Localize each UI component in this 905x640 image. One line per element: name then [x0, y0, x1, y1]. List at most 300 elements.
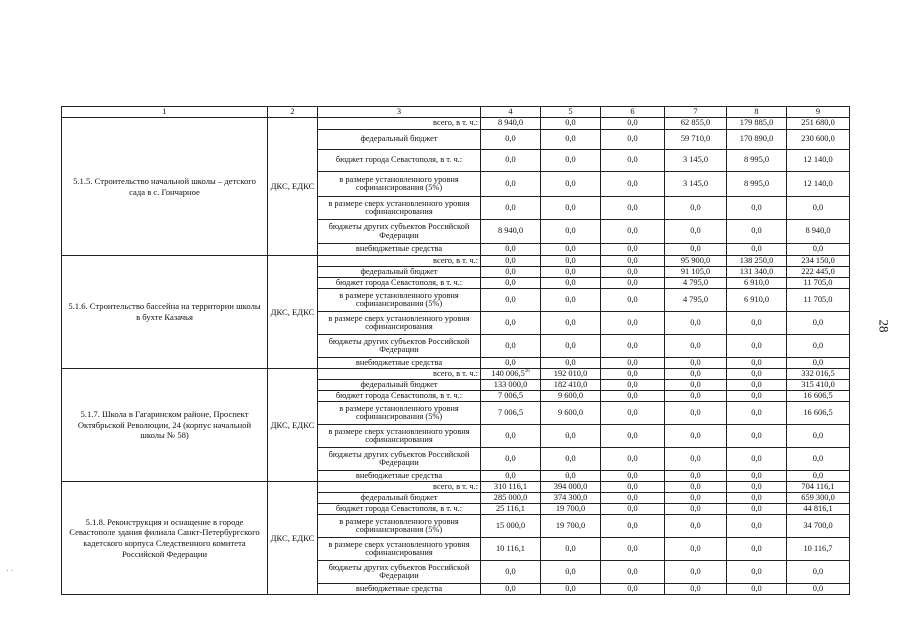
amount-cell [601, 244, 665, 256]
amount-value: 8 940,0 [497, 226, 524, 236]
amount-cell [601, 130, 665, 150]
amount-value: 12 140,0 [803, 155, 833, 165]
amount-value: 0,0 [565, 357, 576, 367]
amount-cell [727, 118, 787, 130]
amount-value: 0,0 [627, 118, 638, 128]
amount-value: 0,0 [505, 244, 516, 254]
amount-cell [541, 335, 601, 358]
funding-source-cell: внебюджетные средства [318, 244, 481, 256]
amount-cell [481, 425, 541, 448]
amount-cell [601, 312, 665, 335]
amount-value: 0,0 [565, 277, 576, 287]
funding-source-cell: бюджет города Севастополя, в т. ч.: [318, 150, 481, 172]
amount-value: 0,0 [627, 379, 638, 389]
amount-cell [481, 369, 541, 380]
amount-value: 140 006,5 [491, 368, 525, 378]
amount-value: 0,0 [565, 226, 576, 236]
table-row [62, 118, 850, 130]
table-row [62, 256, 850, 267]
amount-cell [481, 504, 541, 515]
amount-cell [665, 220, 727, 244]
amount-value: 0,0 [627, 244, 638, 254]
amount-value: 0,0 [751, 390, 762, 400]
amount-cell [601, 278, 665, 289]
amount-value: 62 855,0 [680, 118, 711, 128]
amount-value: 0,0 [565, 244, 576, 254]
amount-cell [787, 493, 850, 504]
funding-source-cell: в размере сверх установленного уровня софинансирования [318, 312, 481, 335]
amount-cell [665, 278, 727, 289]
amount-value: 0,0 [690, 543, 701, 553]
amount-value: 95 900,0 [680, 255, 711, 265]
amount-cell [541, 391, 601, 402]
amount-value: 0,0 [627, 202, 638, 212]
header-row [62, 107, 850, 118]
amount-value: 0,0 [812, 202, 824, 212]
amount-cell [481, 358, 541, 369]
amount-cell [541, 358, 601, 369]
amount-cell [665, 504, 727, 515]
amount-value: 0,0 [690, 340, 701, 350]
amount-value: 0,0 [751, 379, 762, 389]
amount-value: 0,0 [627, 277, 638, 287]
amount-cell [787, 289, 850, 312]
amount-value: 0,0 [690, 453, 701, 463]
amount-cell [787, 369, 850, 380]
amount-value: 0,0 [627, 155, 638, 165]
amount-cell [665, 197, 727, 220]
amount-cell [481, 289, 541, 312]
amount-value: 179 885,0 [739, 118, 774, 128]
amount-value: 0,0 [690, 317, 701, 327]
amount-value: 0,0 [690, 481, 701, 491]
amount-cell [481, 448, 541, 471]
amount-cell [601, 172, 665, 197]
amount-value: 0,0 [565, 255, 576, 265]
amount-cell [481, 172, 541, 197]
funding-source-cell: всего, в т. ч.: [318, 482, 481, 493]
funding-source-cell: федеральный бюджет [318, 380, 481, 391]
amount-value: 0,0 [690, 407, 701, 417]
amount-cell [481, 256, 541, 267]
amount-cell [665, 380, 727, 391]
amount-cell [727, 289, 787, 312]
amount-value: 91 105,0 [680, 266, 711, 276]
amount-cell [787, 358, 850, 369]
amount-cell [787, 278, 850, 289]
amount-value: 0,0 [627, 481, 638, 491]
amount-value: 0,0 [627, 134, 638, 144]
amount-value: 0,0 [690, 430, 701, 440]
amount-cell [481, 244, 541, 256]
amount-value: 0,0 [812, 583, 824, 593]
amount-cell [541, 584, 601, 595]
amount-value: 11 705,0 [803, 294, 833, 304]
amount-cell [727, 515, 787, 538]
amount-cell [665, 172, 727, 197]
amount-value: 0,0 [565, 340, 576, 350]
amount-value: 230 600,0 [801, 134, 835, 144]
amount-value: 0,0 [812, 244, 824, 254]
header-cell: 3 [318, 107, 481, 118]
amount-value: 0,0 [505, 277, 516, 287]
amount-cell [727, 358, 787, 369]
amount-cell [541, 493, 601, 504]
amount-cell [481, 267, 541, 278]
amount-value: 25 116,1 [495, 503, 525, 513]
amount-value: 170 890,0 [739, 134, 774, 144]
amount-value: 11 705,0 [803, 277, 833, 287]
amount-cell [787, 402, 850, 425]
amount-cell [665, 538, 727, 561]
amount-cell [601, 482, 665, 493]
amount-value: 659 300,0 [801, 492, 835, 502]
amount-value: 0,0 [690, 390, 701, 400]
amount-cell [787, 391, 850, 402]
amount-value: 0,0 [812, 453, 824, 463]
amount-value: 0,0 [565, 543, 576, 553]
amount-value: 0,0 [627, 453, 638, 463]
amount-cell [665, 561, 727, 584]
amount-cell [481, 515, 541, 538]
amount-value: 34 700,0 [803, 520, 833, 530]
amount-cell [727, 244, 787, 256]
amount-value: 0,0 [627, 266, 638, 276]
amount-cell [541, 369, 601, 380]
amount-value: 131 340,0 [739, 266, 774, 276]
funding-source-cell: бюджет города Севастополя, в т. ч.: [318, 391, 481, 402]
funding-source-cell: в размере сверх установленного уровня софинансирования [318, 425, 481, 448]
amount-cell [787, 197, 850, 220]
amount-value: 0,0 [751, 340, 762, 350]
amount-cell [665, 482, 727, 493]
funding-source-cell: всего, в т. ч.: [318, 118, 481, 130]
amount-cell [787, 244, 850, 256]
amount-cell [601, 471, 665, 482]
amount-cell [541, 289, 601, 312]
amount-cell [541, 118, 601, 130]
header-cell: 9 [787, 107, 850, 118]
amount-cell [541, 267, 601, 278]
amount-cell [541, 130, 601, 150]
funding-source-cell: внебюджетные средства [318, 358, 481, 369]
amount-value: 0,0 [751, 543, 762, 553]
amount-cell [787, 335, 850, 358]
amount-cell [727, 538, 787, 561]
amount-cell [601, 391, 665, 402]
amount-cell [665, 118, 727, 130]
amount-cell [727, 380, 787, 391]
amount-cell [481, 380, 541, 391]
amount-value: 0,0 [627, 583, 638, 593]
funding-source-cell: бюджеты других субъектов Российской Федерации [318, 561, 481, 584]
amount-cell [541, 150, 601, 172]
amount-value: 0,0 [627, 492, 638, 502]
amount-value: 251 680,0 [801, 118, 835, 128]
amount-value: 59 710,0 [680, 134, 711, 144]
amount-value: 0,0 [812, 357, 824, 367]
amount-cell [665, 358, 727, 369]
amount-cell [787, 515, 850, 538]
header-cell: 1 [62, 107, 268, 118]
amount-value: 0,0 [751, 492, 762, 502]
amount-cell [481, 130, 541, 150]
amount-cell [481, 220, 541, 244]
funding-source-cell: в размере установленного уровня софинансирования (5%) [318, 289, 481, 312]
funding-source-cell: бюджеты других субъектов Российской Федерации [318, 448, 481, 471]
amount-value: 10 116,1 [495, 543, 525, 553]
amount-cell [481, 538, 541, 561]
scan-speck: · · [6, 566, 14, 575]
amount-value: 0,0 [751, 202, 762, 212]
amount-value: 182 410,0 [553, 379, 588, 389]
amount-cell [541, 538, 601, 561]
amount-value: 0,0 [627, 566, 638, 576]
amount-value: 0,0 [751, 357, 762, 367]
funding-source-cell: в размере установленного уровня софинансирования (5%) [318, 515, 481, 538]
amount-cell [601, 584, 665, 595]
amount-cell [727, 130, 787, 150]
amount-value: 0,0 [627, 470, 638, 480]
amount-cell [481, 278, 541, 289]
amount-value: 10 116,7 [803, 543, 833, 553]
amount-value: 315 410,0 [801, 379, 835, 389]
amount-value: 44 816,1 [803, 503, 833, 513]
amount-cell [727, 493, 787, 504]
amount-value: 0,0 [565, 202, 576, 212]
amount-cell [727, 267, 787, 278]
amount-value: 0,0 [505, 202, 516, 212]
amount-value: 8 940,0 [497, 118, 524, 128]
amount-value: 0,0 [751, 407, 762, 417]
amount-cell [665, 130, 727, 150]
executor-cell: ДКС, ЕДКС [268, 256, 318, 369]
amount-cell [601, 380, 665, 391]
amount-cell [787, 482, 850, 493]
amount-cell [541, 172, 601, 197]
amount-value: 0,0 [812, 566, 824, 576]
amount-cell [665, 584, 727, 595]
amount-value: 16 606,5 [803, 390, 833, 400]
amount-cell [601, 402, 665, 425]
amount-cell [541, 380, 601, 391]
amount-cell [665, 515, 727, 538]
header-cell: 7 [665, 107, 727, 118]
amount-cell [727, 391, 787, 402]
amount-cell [481, 118, 541, 130]
amount-cell [601, 150, 665, 172]
amount-value: 0,0 [690, 226, 701, 236]
amount-cell [601, 197, 665, 220]
funding-source-cell: федеральный бюджет [318, 493, 481, 504]
amount-value: 0,0 [751, 226, 762, 236]
funding-source-cell: в размере сверх установленного уровня софинансирования [318, 197, 481, 220]
amount-value: 0,0 [565, 266, 576, 276]
amount-cell [601, 267, 665, 278]
amount-value: 0,0 [505, 266, 516, 276]
budget-table [61, 106, 850, 595]
amount-value: 234 150,0 [801, 255, 835, 265]
amount-cell [481, 150, 541, 172]
amount-value: 0,0 [812, 340, 824, 350]
amount-cell [601, 493, 665, 504]
amount-value: 8 995,0 [743, 178, 770, 188]
amount-cell [727, 197, 787, 220]
amount-value: 0,0 [627, 543, 638, 553]
amount-value: 0,0 [627, 430, 638, 440]
amount-cell [601, 335, 665, 358]
amount-cell [481, 482, 541, 493]
table-row [62, 482, 850, 493]
amount-value: 16 606,5 [803, 407, 833, 417]
amount-cell [665, 402, 727, 425]
amount-value: 19 700,0 [555, 520, 586, 530]
amount-value: 4 795,0 [682, 277, 709, 287]
amount-cell [601, 538, 665, 561]
object-name-cell: 5.1.7. Школа в Гагаринском районе, Проспект Октябрьской Революции, 24 (корпус начальной школы № 58) [62, 369, 268, 482]
object-name-cell: 5.1.8. Реконструкция и оснащение в городе Севастополе здания филиала Санкт-Петербургского кадетского корпуса Следственного комитета Российской Федерации [62, 482, 268, 595]
amount-cell [665, 369, 727, 380]
funding-source-cell: в размере сверх установленного уровня софинансирования [318, 538, 481, 561]
amount-cell [665, 256, 727, 267]
funding-source-cell: в размере установленного уровня софинансирования (5%) [318, 172, 481, 197]
amount-cell [727, 448, 787, 471]
amount-cell [727, 172, 787, 197]
amount-value: 7 006,5 [497, 407, 524, 417]
amount-cell [601, 289, 665, 312]
amount-value: 0,0 [505, 357, 516, 367]
amount-cell [665, 425, 727, 448]
funding-source-cell: бюджет города Севастополя, в т. ч.: [318, 278, 481, 289]
amount-value: 9 600,0 [557, 390, 584, 400]
amount-value: 0,0 [690, 202, 701, 212]
amount-cell [481, 584, 541, 595]
amount-value: 0,0 [565, 134, 576, 144]
amount-cell [601, 369, 665, 380]
amount-cell [481, 312, 541, 335]
amount-value: 374 300,0 [553, 492, 588, 502]
amount-value: 0,0 [627, 317, 638, 327]
amount-cell [787, 538, 850, 561]
amount-cell [787, 130, 850, 150]
funding-source-cell: внебюджетные средства [318, 584, 481, 595]
amount-value: 0,0 [627, 178, 638, 188]
amount-cell [787, 584, 850, 595]
amount-cell [601, 448, 665, 471]
amount-value: 0,0 [565, 453, 576, 463]
amount-cell [787, 256, 850, 267]
funding-source-cell: всего, в т. ч.: [318, 256, 481, 267]
amount-value: 0,0 [627, 390, 638, 400]
amount-value: 0,0 [505, 134, 516, 144]
amount-value: 0,0 [627, 294, 638, 304]
amount-cell [787, 561, 850, 584]
amount-cell [665, 391, 727, 402]
amount-value: 15 000,0 [495, 520, 526, 530]
amount-cell [481, 197, 541, 220]
amount-value: 138 250,0 [739, 255, 774, 265]
amount-value: 0,0 [751, 481, 762, 491]
amount-cell [541, 312, 601, 335]
amount-value: 222 445,0 [801, 266, 835, 276]
amount-value: 0,0 [505, 583, 516, 593]
amount-cell [727, 256, 787, 267]
executor-cell: ДКС, ЕДКС [268, 482, 318, 595]
amount-cell [601, 358, 665, 369]
amount-value: 0,0 [627, 368, 638, 378]
amount-value: 0,0 [690, 470, 701, 480]
amount-value: 3 145,0 [682, 155, 709, 165]
amount-cell [727, 482, 787, 493]
amount-value: 0,0 [751, 566, 762, 576]
amount-cell [787, 425, 850, 448]
amount-cell [481, 335, 541, 358]
amount-cell [481, 402, 541, 425]
amount-cell [541, 515, 601, 538]
amount-cell [787, 172, 850, 197]
amount-value: 0,0 [505, 155, 516, 165]
funding-source-cell: бюджеты других субъектов Российской Федерации [318, 335, 481, 358]
amount-value: 0,0 [751, 520, 762, 530]
amount-cell [541, 448, 601, 471]
amount-value: 0,0 [627, 255, 638, 265]
executor-cell: ДКС, ЕДКС [268, 118, 318, 256]
amount-cell [665, 244, 727, 256]
amount-cell [727, 471, 787, 482]
amount-value: 0,0 [690, 583, 701, 593]
amount-value: 8 940,0 [805, 226, 831, 236]
amount-value: 0,0 [690, 357, 701, 367]
amount-value: 3 145,0 [682, 178, 709, 188]
amount-value: 9 600,0 [557, 407, 584, 417]
amount-value: 0,0 [751, 368, 762, 378]
amount-cell [481, 561, 541, 584]
amount-value: 0,0 [565, 155, 576, 165]
amount-value: 285 000,0 [493, 492, 528, 502]
amount-cell [601, 425, 665, 448]
amount-value: 0,0 [505, 453, 516, 463]
amount-value: 0,0 [812, 317, 824, 327]
amount-cell [541, 244, 601, 256]
amount-value: 0,0 [627, 503, 638, 513]
header-cell: 5 [541, 107, 601, 118]
amount-value: 0,0 [565, 178, 576, 188]
amount-value: 0,0 [565, 118, 576, 128]
amount-cell [787, 220, 850, 244]
amount-cell [665, 448, 727, 471]
amount-cell [727, 369, 787, 380]
amount-cell [601, 504, 665, 515]
amount-cell [541, 561, 601, 584]
amount-cell [787, 118, 850, 130]
amount-value: 0,0 [751, 583, 762, 593]
amount-cell [601, 561, 665, 584]
executor-cell: ДКС, ЕДКС [268, 369, 318, 482]
amount-cell [601, 118, 665, 130]
amount-value: 0,0 [505, 294, 516, 304]
amount-cell [541, 220, 601, 244]
funding-source-cell: федеральный бюджет [318, 267, 481, 278]
amount-cell [481, 391, 541, 402]
amount-value: 0,0 [505, 430, 516, 440]
funding-source-cell: внебюджетные средства [318, 471, 481, 482]
amount-cell [541, 256, 601, 267]
amount-cell [601, 256, 665, 267]
amount-cell [541, 278, 601, 289]
amount-value: 0,0 [751, 453, 762, 463]
amount-cell [787, 380, 850, 391]
amount-cell [727, 561, 787, 584]
